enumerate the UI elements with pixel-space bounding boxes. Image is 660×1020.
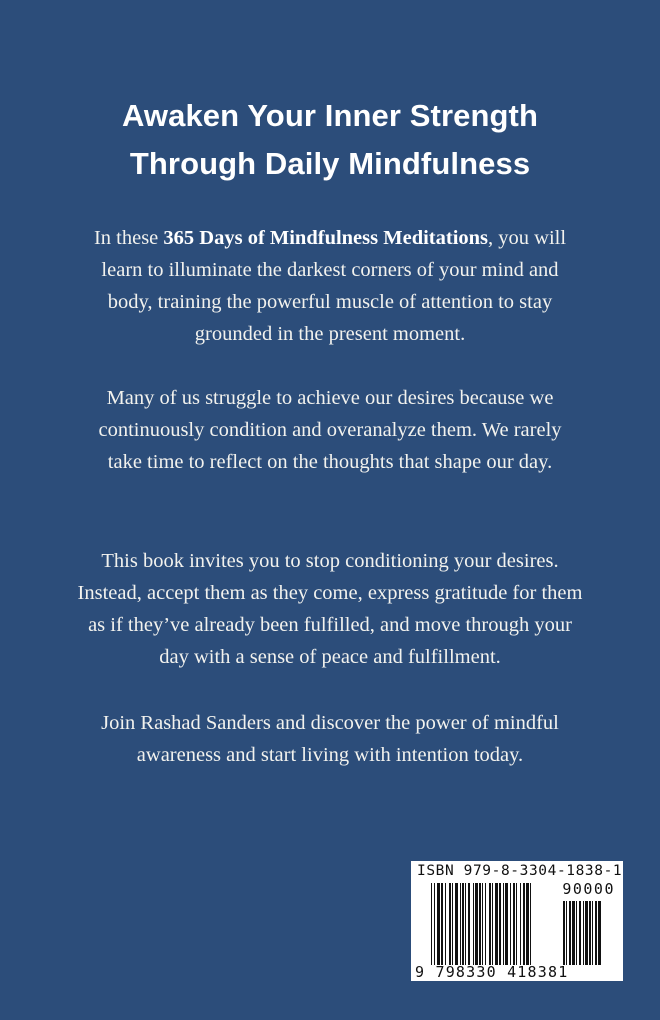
barcode-bars-main [431, 883, 549, 965]
price-addon: 90000 [562, 880, 615, 898]
paragraph-call-to-action: Join Rashad Sanders and discover the power of mindful awareness and start living with intention today. [101, 712, 559, 766]
headline-line-2: Through Daily Mindfulness [129, 146, 531, 181]
barcode-bars-addon [563, 901, 617, 965]
paragraph-struggle: Many of us struggle to achieve our desires because we continuously condition and overanalyze them. We rarely take time to reflect on the thoughts that shape our day. [98, 387, 562, 473]
barcode-digits: 9 798330 418381 [415, 963, 569, 981]
headline [0, 92, 660, 188]
isbn-barcode [411, 861, 623, 981]
book-title-bold: 365 Days of Mindfulness Meditations [163, 227, 489, 249]
paragraph-intro-lead: In these [93, 227, 164, 249]
paragraph-intro [0, 222, 660, 350]
headline-line-1: Awaken Your Inner Strength [121, 98, 538, 133]
paragraph-intro-rest: , you will learn to illuminate the darkest corners of your mind and body, training the powerful muscle of attention to stay grounded in the present moment. [101, 227, 567, 345]
paragraph-invitation: This book invites you to stop conditioning your desires. Instead, accept them as they come, express gratitude for them as if they’ve already been fulfilled, and move through your day with a sense of peace and fulfillment. [77, 550, 583, 668]
isbn-label: ISBN 979-8-3304-1838-1 [417, 863, 623, 879]
